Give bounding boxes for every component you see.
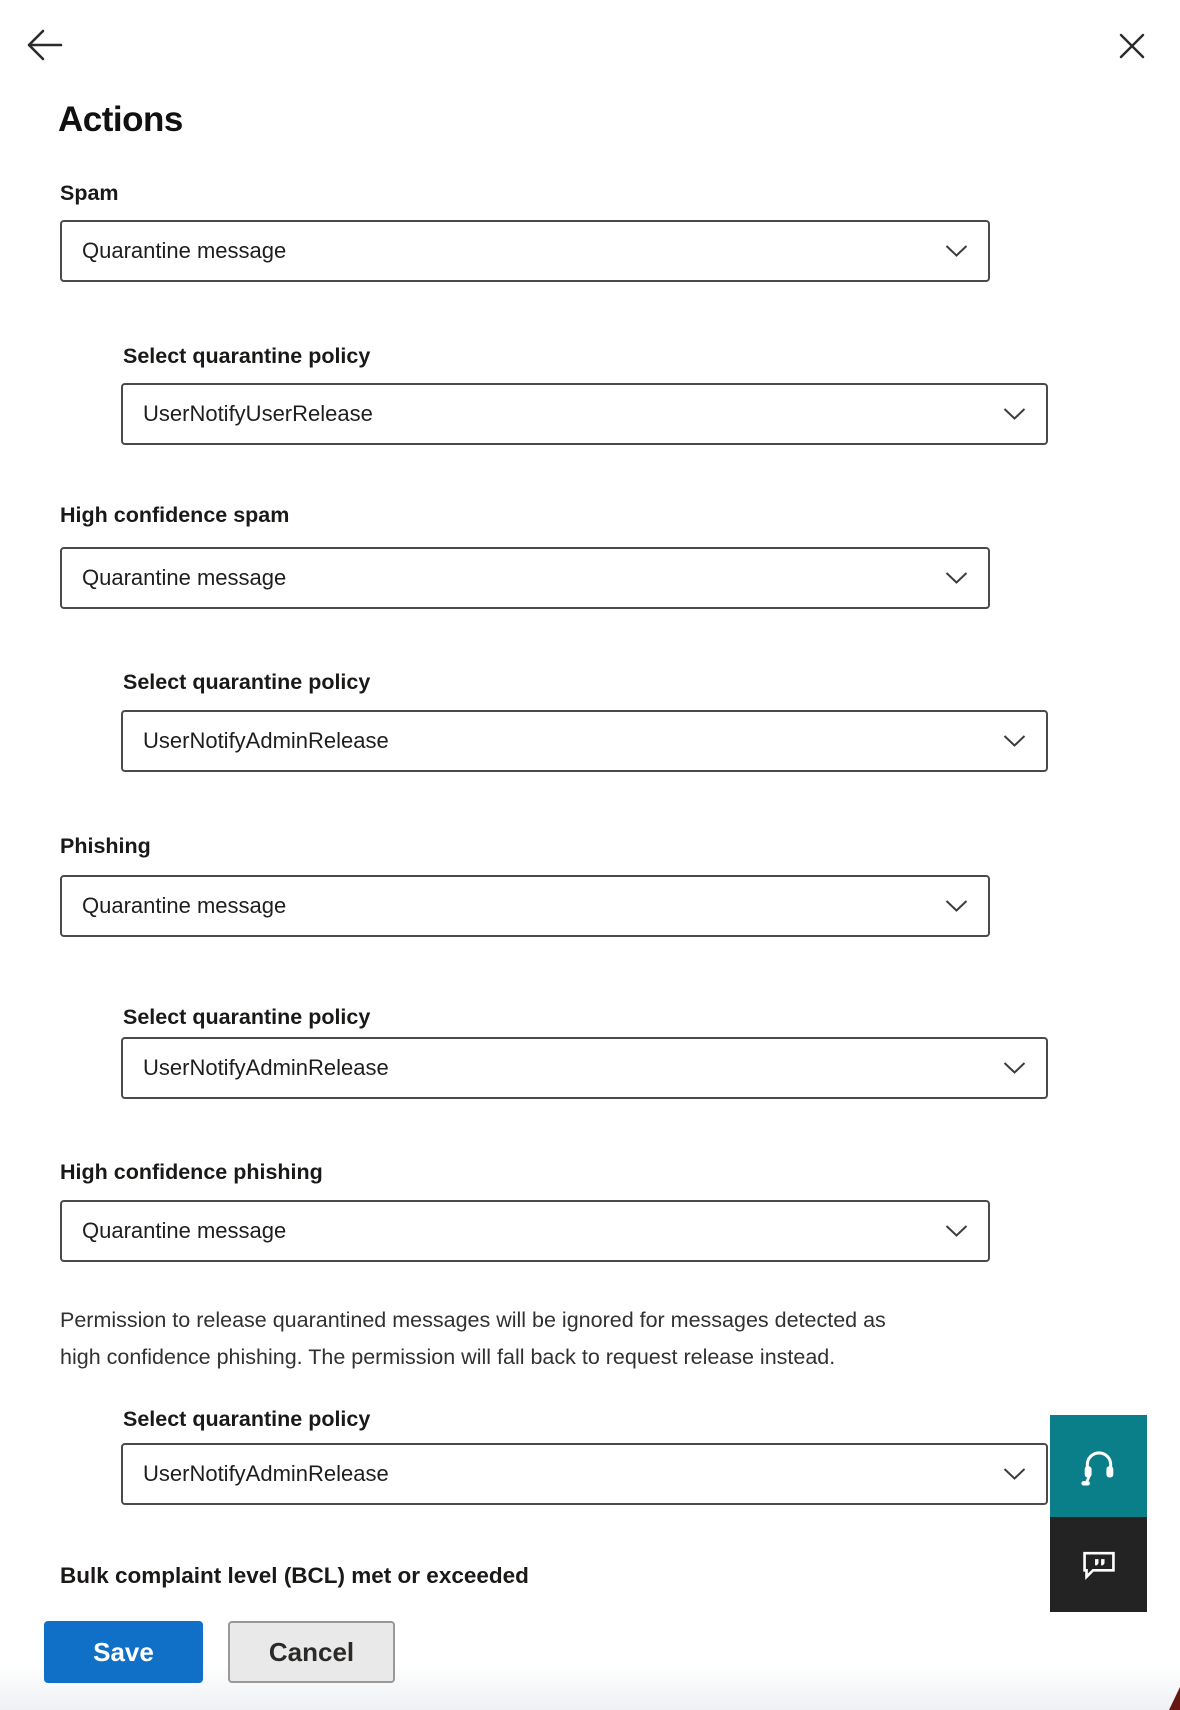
section-label-phishing: Phishing: [60, 834, 151, 858]
dropdown-value: UserNotifyAdminRelease: [143, 1055, 389, 1080]
chevron-down-icon: [945, 900, 968, 913]
dropdown-value: Quarantine message: [82, 238, 287, 263]
section-label-bulk-complaint-level: Bulk complaint level (BCL) met or exceeded: [60, 1563, 529, 1588]
footer-bar: [0, 1589, 1180, 1710]
section-label-high-confidence-phishing: High confidence phishing: [60, 1160, 323, 1184]
dropdown-value: UserNotifyAdminRelease: [143, 728, 389, 753]
headset-icon: [1077, 1444, 1121, 1488]
chevron-down-icon: [1003, 1468, 1026, 1481]
spam-policy-dropdown[interactable]: [121, 383, 1048, 445]
note-line: Permission to release quarantined messages will be ignored for messages detected as: [60, 1308, 886, 1332]
dropdown-value: UserNotifyUserRelease: [143, 401, 373, 426]
save-button[interactable]: Save: [44, 1621, 203, 1683]
close-icon: [1118, 48, 1146, 63]
chevron-down-icon: [945, 1225, 968, 1238]
cancel-button[interactable]: Cancel: [228, 1621, 395, 1683]
support-headset-button[interactable]: [1050, 1415, 1147, 1517]
close-button[interactable]: [1118, 32, 1146, 60]
policy-label: Select quarantine policy: [123, 344, 371, 368]
spam-action-dropdown[interactable]: [60, 220, 990, 282]
chevron-down-icon: [945, 572, 968, 585]
high-confidence-phishing-note: [60, 1302, 886, 1376]
note-line: high confidence phishing. The permission will fall back to request release instead.: [60, 1345, 836, 1369]
dropdown-value: Quarantine message: [82, 893, 287, 918]
high-confidence-spam-action-dropdown[interactable]: [60, 547, 990, 609]
section-label-high-confidence-spam: High confidence spam: [60, 503, 290, 527]
page-title: Actions: [58, 100, 183, 139]
chevron-down-icon: [1003, 735, 1026, 748]
feedback-chat-button[interactable]: [1050, 1517, 1147, 1612]
high-confidence-phishing-policy-dropdown[interactable]: [121, 1443, 1048, 1505]
high-confidence-spam-policy-dropdown[interactable]: [121, 710, 1048, 772]
chevron-down-icon: [1003, 1062, 1026, 1075]
high-confidence-phishing-action-dropdown[interactable]: [60, 1200, 990, 1262]
policy-label: Select quarantine policy: [123, 670, 371, 694]
chevron-down-icon: [945, 245, 968, 258]
policy-label: Select quarantine policy: [123, 1407, 371, 1431]
phishing-policy-dropdown[interactable]: [121, 1037, 1048, 1099]
back-button[interactable]: [24, 26, 64, 64]
arrow-left-icon: [24, 52, 64, 67]
phishing-action-dropdown[interactable]: [60, 875, 990, 937]
chevron-down-icon: [1003, 408, 1026, 421]
chat-bubble-icon: [1078, 1544, 1120, 1586]
dropdown-value: Quarantine message: [82, 565, 287, 590]
section-label-spam: Spam: [60, 181, 119, 205]
dropdown-value: Quarantine message: [82, 1218, 287, 1243]
policy-label: Select quarantine policy: [123, 1005, 371, 1029]
dropdown-value: UserNotifyAdminRelease: [143, 1461, 389, 1486]
